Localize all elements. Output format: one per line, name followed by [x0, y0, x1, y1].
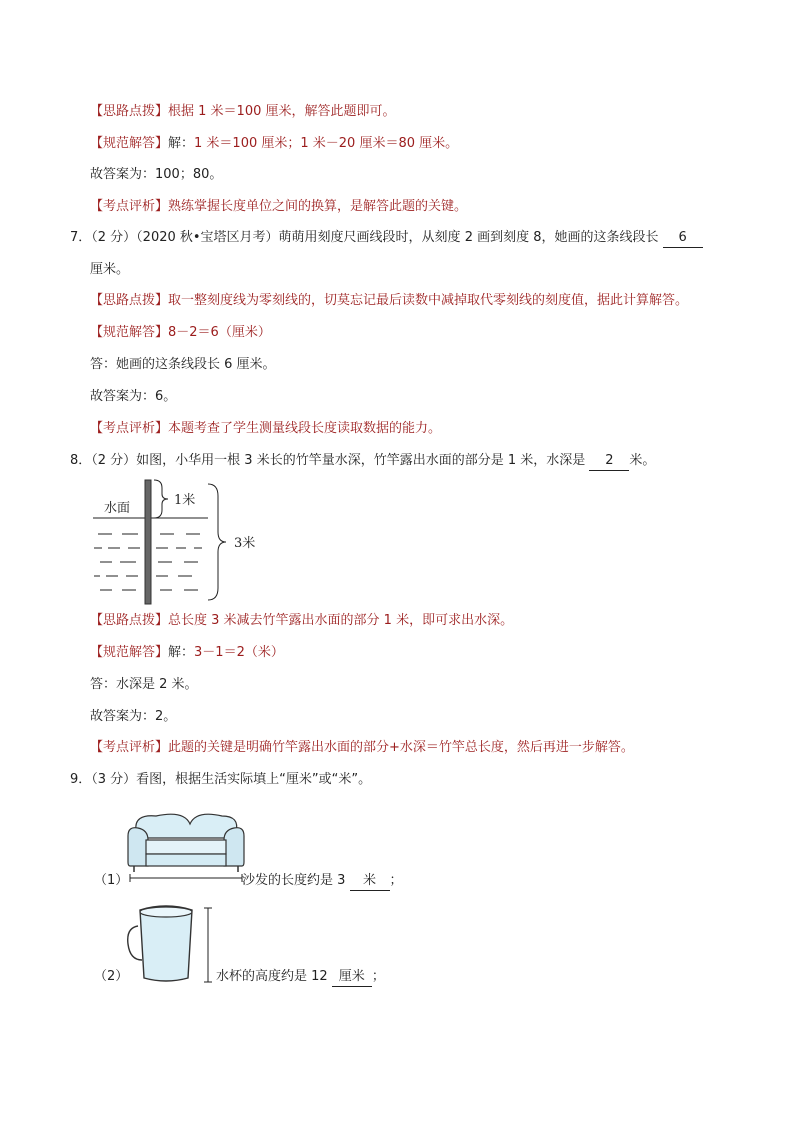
cup-figure [126, 904, 222, 988]
solution-tag: 【规范解答】 [90, 136, 169, 151]
q7-hint [90, 292, 688, 310]
q9-part1-text: 沙发的长度约是 3 [242, 873, 350, 888]
solution-prefix: 解： [168, 136, 195, 151]
review-text: 熟练掌握长度单位之间的换算，是解答此题的关键。 [168, 199, 468, 214]
q7-stem-text: 7．（2 分）（2020 秋•宝塔区月考）萌萌用刻度尺画线段时，从刻度 2 画到刻度 8，她画的这条线段长 [70, 230, 663, 245]
solution-tag: 【规范解答】 [90, 645, 169, 660]
q7-stem-cont: 厘米。 [90, 262, 130, 277]
review-text: 本题考查了学生测量线段长度读取数据的能力。 [168, 421, 442, 436]
q8-stem-end: 米。 [629, 453, 656, 468]
prev-answer: 故答案为：100；80。 [90, 167, 223, 182]
top-length-label: 1米 [174, 493, 196, 508]
q7-review [90, 420, 441, 438]
hint-text: 总长度 3 米减去竹竿露出水面的部分 1 米，即可求出水深。 [168, 613, 514, 628]
hint-text: 取一整刻度线为零刻线的，切莫忘记最后读数中减掉取代零刻线的刻度值，据此计算解答。 [168, 293, 689, 308]
q9-part2-text: 水杯的高度约是 12 [216, 969, 332, 984]
q7-answer-blank: 6 [663, 229, 703, 248]
sofa-left-arm [128, 828, 148, 866]
review-tag: 【考点评析】 [90, 740, 169, 755]
bamboo-water-figure [88, 476, 288, 606]
prev-hint [90, 103, 396, 121]
solution-tag: 【规范解答】 [90, 325, 169, 340]
q9-part2-num: （2） [94, 969, 129, 984]
q7-stem [70, 229, 703, 248]
q9-part2-body [216, 968, 385, 987]
sofa-base [146, 854, 226, 866]
q8-answer-blank: 2 [589, 452, 629, 471]
q9-part2 [94, 968, 385, 986]
q8-hint [90, 612, 513, 630]
sofa-back [136, 814, 237, 838]
sofa-right-arm [224, 828, 244, 866]
prev-review [90, 198, 467, 216]
solution-text: 1 米＝100 厘米；1 米－20 厘米＝80 厘米。 [194, 136, 459, 151]
bamboo-pole [145, 480, 151, 604]
cup-handle [128, 926, 142, 960]
q8-solution [90, 644, 284, 662]
review-tag: 【考点评析】 [90, 421, 169, 436]
water-label: 水面 [104, 501, 131, 516]
hint-tag: 【思路点拨】 [90, 613, 169, 628]
total-brace [208, 484, 226, 600]
q9-part1 [94, 872, 403, 890]
q7-answer: 故答案为：6。 [90, 389, 177, 404]
q9-part2-blank: 厘米 [332, 968, 372, 987]
solution-text: 8－2＝6（厘米） [168, 325, 271, 340]
top-brace [154, 480, 168, 518]
q8-reply: 答：水深是 2 米。 [90, 677, 198, 692]
prev-solution [90, 135, 458, 153]
hint-tag: 【思路点拨】 [90, 104, 169, 119]
q9-part2-end: ； [371, 969, 385, 984]
q9-part1-end: ； [389, 873, 403, 888]
q8-answer: 故答案为：2。 [90, 709, 177, 724]
q9-part1-body [242, 872, 403, 891]
q9-part1-num: （1） [94, 873, 129, 888]
q8-stem [70, 452, 655, 471]
sofa-figure [126, 808, 246, 884]
total-length-label: 3米 [234, 536, 256, 551]
q7-solution [90, 324, 271, 342]
q8-review [90, 739, 634, 757]
q9-stem: 9．（3 分）看图，根据生活实际填上“厘米”或“米”。 [70, 772, 372, 787]
review-text: 此题的关键是明确竹竿露出水面的部分+水深＝竹竿总长度，然后再进一步解答。 [168, 740, 634, 755]
q7-reply: 答：她画的这条线段长 6 厘米。 [90, 357, 276, 372]
solution-prefix: 解： [168, 645, 195, 660]
review-tag: 【考点评析】 [90, 199, 169, 214]
hint-text: 根据 1 米＝100 厘米，解答此题即可。 [168, 104, 396, 119]
q9-part1-blank: 米 [350, 872, 390, 891]
q8-stem-text: 8．（2 分）如图，小华用一根 3 米长的竹竿量水深，竹竿露出水面的部分是 1 米，水深是 [70, 453, 590, 468]
hint-tag: 【思路点拨】 [90, 293, 169, 308]
sofa-seat [146, 840, 226, 854]
solution-text: 3－1＝2（米） [194, 645, 284, 660]
